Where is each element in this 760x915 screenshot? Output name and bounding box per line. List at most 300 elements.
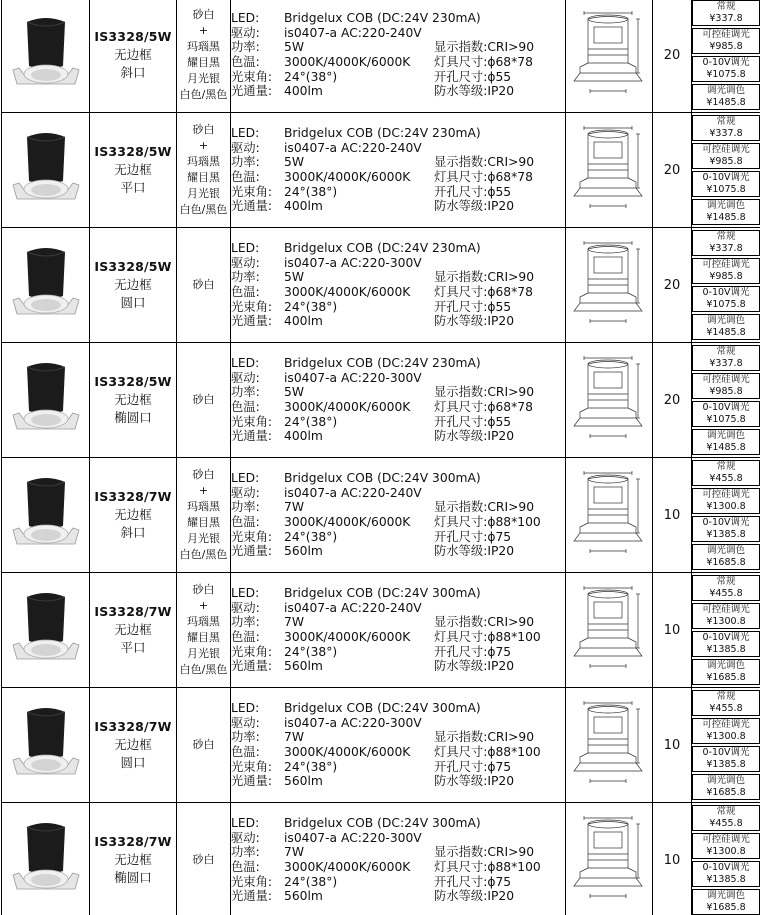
- spec-value: IP20: [487, 659, 515, 674]
- color-option: +: [198, 599, 209, 612]
- spec-cct-line: [231, 860, 565, 875]
- spec-power-line: [231, 500, 565, 515]
- spec-label: LED:: [231, 471, 260, 486]
- spec-label: 灯具尺寸:: [434, 285, 488, 299]
- price-value: ¥1075.8: [706, 184, 746, 195]
- price-value: ¥1685.8: [706, 672, 746, 683]
- downlight-photo-icon: [11, 470, 81, 560]
- spec-value: 24°(38°): [284, 414, 338, 429]
- spec-value: 3000K/4000K/6000K: [284, 630, 411, 644]
- spec-value: 400lm: [284, 429, 323, 444]
- spec-driver-line: [231, 601, 565, 616]
- spec-power-line: [231, 270, 565, 285]
- spec-label: 显示指数:: [434, 270, 488, 285]
- spec-value: IP20: [487, 544, 515, 559]
- spec-value: CRI>90: [487, 500, 535, 515]
- price-option: [692, 603, 760, 629]
- product-row: [2, 343, 760, 458]
- price-option: [692, 286, 760, 312]
- spec-value: is0407-a AC:220-240V: [284, 140, 422, 155]
- technical-drawing-icon: [570, 580, 648, 680]
- price-value: ¥455.8: [709, 473, 743, 484]
- color-option: 白色/黑色: [179, 88, 228, 101]
- spec-beam-line: [231, 645, 565, 660]
- color-option: 砂白: [192, 468, 215, 481]
- spec-label: 光通量:: [231, 774, 273, 789]
- spec-value: ϕ55: [487, 184, 512, 199]
- color-options-cell: [177, 0, 231, 113]
- spec-label: 功率:: [231, 730, 260, 745]
- price-option-label: 可控硅调光: [702, 259, 750, 270]
- spec-cell: [231, 458, 566, 573]
- spec-value: 5W: [284, 270, 304, 285]
- model-cell: [90, 688, 177, 803]
- spec-led-line: [231, 356, 565, 371]
- product-row: [2, 228, 760, 343]
- spec-led-line: [231, 816, 565, 831]
- spec-value: CRI>90: [487, 730, 535, 745]
- spec-cct-line: [231, 630, 565, 645]
- price-option-label: 可控硅调光: [702, 604, 750, 615]
- price-value: ¥1075.8: [706, 299, 746, 310]
- spec-flux-line: [231, 889, 565, 904]
- spec-led-line: [231, 126, 565, 141]
- spec-flux-line: [231, 544, 565, 559]
- spec-value: 7W: [284, 615, 304, 630]
- spec-value: 5W: [284, 385, 304, 400]
- spec-label: 光通量:: [231, 84, 273, 99]
- color-option: 玛瑙黑: [187, 615, 220, 628]
- model-frame-type: 无边框: [114, 852, 152, 867]
- spec-value: Bridgelux COB (DC:24V 300mA): [284, 816, 481, 831]
- price-value: ¥1385.8: [706, 529, 746, 540]
- price-value: ¥337.8: [709, 243, 743, 254]
- spec-label: 光通量:: [231, 429, 273, 444]
- price-option: [692, 314, 760, 340]
- spec-value: Bridgelux COB (DC:24V 300mA): [284, 471, 481, 486]
- price-option: [692, 805, 760, 831]
- price-option-label: 常规: [716, 116, 736, 127]
- technical-drawing-cell: [566, 113, 653, 228]
- price-option-label: 可控硅调光: [702, 719, 750, 730]
- price-option: [692, 746, 760, 772]
- color-option: 白色/黑色: [179, 663, 228, 676]
- model-frame-type: 无边框: [114, 47, 152, 62]
- model-cell: [90, 0, 177, 113]
- color-option: 月光银: [187, 72, 220, 85]
- spec-label: 灯具尺寸:: [434, 515, 488, 529]
- spec-power-line: [231, 845, 565, 860]
- model-cell: [90, 803, 177, 915]
- spec-label: 色温:: [231, 55, 260, 69]
- color-option: 砂白: [192, 393, 215, 406]
- spec-flux-line: [231, 774, 565, 789]
- price-option-label: 可控硅调光: [702, 374, 750, 385]
- price-value: ¥1075.8: [706, 414, 746, 425]
- price-value: ¥1485.8: [706, 97, 746, 108]
- price-option-label: 调光调色: [706, 890, 745, 901]
- downlight-photo-icon: [11, 585, 81, 675]
- spec-power-line: [231, 40, 565, 55]
- spec-value: ϕ68*78: [487, 285, 533, 299]
- price-value: ¥1485.8: [706, 442, 746, 453]
- price-option-label: 常规: [716, 1, 736, 12]
- price-options-cell: [692, 573, 760, 688]
- price-value: ¥1075.8: [706, 69, 746, 80]
- model-opening-type: 平口: [120, 640, 146, 655]
- price-value: ¥1300.8: [706, 731, 746, 742]
- price-value: ¥1385.8: [706, 644, 746, 655]
- product-photo-cell: [2, 343, 90, 458]
- spec-value: CRI>90: [487, 615, 535, 630]
- color-option: +: [198, 139, 209, 152]
- model-cell: [90, 113, 177, 228]
- spec-label: 功率:: [231, 500, 260, 515]
- price-option: [692, 84, 760, 110]
- model-cell: [90, 458, 177, 573]
- spec-value: ϕ68*78: [487, 55, 533, 69]
- spec-label: 光通量:: [231, 314, 273, 329]
- spec-value: IP20: [487, 774, 515, 789]
- model-opening-type: 椭圆口: [114, 870, 152, 885]
- spec-value: 3000K/4000K/6000K: [284, 860, 411, 874]
- spec-value: Bridgelux COB (DC:24V 230mA): [284, 241, 481, 256]
- downlight-photo-icon: [11, 815, 81, 905]
- spec-cell: [231, 228, 566, 343]
- spec-value: ϕ75: [487, 644, 512, 659]
- spec-label: LED:: [231, 126, 260, 141]
- spec-label: 防水等级:: [434, 889, 488, 904]
- spec-label: 光束角:: [231, 874, 273, 889]
- price-option: [692, 0, 760, 26]
- spec-power-line: [231, 385, 565, 400]
- spec-label: 光通量:: [231, 659, 273, 674]
- price-options-cell: [692, 688, 760, 803]
- spec-driver-line: [231, 371, 565, 386]
- price-option: [692, 429, 760, 455]
- spec-label: 灯具尺寸:: [434, 400, 488, 414]
- spec-value: 5W: [284, 155, 304, 170]
- color-options-cell: [177, 688, 231, 803]
- price-options-cell: [692, 0, 760, 113]
- spec-label: 灯具尺寸:: [434, 55, 488, 69]
- price-option: [692, 690, 760, 716]
- model-frame-type: 无边框: [114, 392, 152, 407]
- spec-beam-line: [231, 875, 565, 890]
- spec-label: LED:: [231, 816, 260, 831]
- spec-label: 开孔尺寸:: [434, 299, 488, 314]
- model-code: IS3328/7W: [94, 719, 172, 734]
- price-value: ¥337.8: [709, 128, 743, 139]
- spec-label: 开孔尺寸:: [434, 414, 488, 429]
- price-option-label: 调光调色: [706, 315, 745, 326]
- spec-value: IP20: [487, 429, 515, 444]
- price-option-label: 0-10V调光: [702, 747, 750, 758]
- spec-value: ϕ88*100: [487, 515, 541, 529]
- color-option: 砂白: [192, 853, 215, 866]
- price-value: ¥985.8: [709, 156, 743, 167]
- spec-value: CRI>90: [487, 155, 535, 170]
- price-option-label: 常规: [716, 231, 736, 242]
- spec-cell: [231, 343, 566, 458]
- color-options-cell: [177, 803, 231, 915]
- spec-label: 光束角:: [231, 299, 273, 314]
- spec-cct-line: [231, 400, 565, 415]
- spec-flux-line: [231, 659, 565, 674]
- color-options-cell: [177, 458, 231, 573]
- spec-led-line: [231, 701, 565, 716]
- spec-label: 光束角:: [231, 414, 273, 429]
- product-photo-cell: [2, 228, 90, 343]
- spec-label: 色温:: [231, 745, 260, 759]
- color-option: 月光银: [187, 532, 220, 545]
- price-option: [692, 774, 760, 800]
- spec-beam-line: [231, 300, 565, 315]
- price-value: ¥985.8: [709, 41, 743, 52]
- spec-value: 3000K/4000K/6000K: [284, 55, 411, 69]
- spec-label: 色温:: [231, 400, 260, 414]
- price-value: ¥985.8: [709, 271, 743, 282]
- technical-drawing-cell: [566, 573, 653, 688]
- model-opening-type: 斜口: [120, 65, 146, 80]
- spec-label: LED:: [231, 356, 260, 371]
- price-option-label: 调光调色: [706, 85, 745, 96]
- spec-value: 24°(38°): [284, 69, 338, 84]
- spec-label: 色温:: [231, 630, 260, 644]
- spec-label: 光束角:: [231, 644, 273, 659]
- model-frame-type: 无边框: [114, 162, 152, 177]
- price-options-cell: [692, 343, 760, 458]
- spec-beam-line: [231, 70, 565, 85]
- spec-led-line: [231, 241, 565, 256]
- model-opening-type: 斜口: [120, 525, 146, 540]
- spec-label: 色温:: [231, 515, 260, 529]
- price-value: ¥1485.8: [706, 327, 746, 338]
- spec-label: 驱动:: [231, 255, 260, 270]
- price-option-label: 0-10V调光: [702, 402, 750, 413]
- spec-label: 灯具尺寸:: [434, 745, 488, 759]
- spec-label: 开孔尺寸:: [434, 759, 488, 774]
- color-option: +: [198, 24, 209, 37]
- spec-cell: [231, 688, 566, 803]
- color-option: 玛瑙黑: [187, 155, 220, 168]
- spec-value: 24°(38°): [284, 874, 338, 889]
- spec-value: 5W: [284, 40, 304, 55]
- price-value: ¥1685.8: [706, 787, 746, 798]
- spec-beam-line: [231, 415, 565, 430]
- color-option: 砂白: [192, 278, 215, 291]
- product-rows: [2, 0, 760, 915]
- spec-label: 防水等级:: [434, 544, 488, 559]
- packing-quantity: 20: [653, 0, 692, 113]
- spec-power-line: [231, 615, 565, 630]
- spec-driver-line: [231, 26, 565, 41]
- model-code: IS3328/5W: [94, 374, 172, 389]
- price-value: ¥1385.8: [706, 759, 746, 770]
- price-option-label: 0-10V调光: [702, 57, 750, 68]
- spec-cct-line: [231, 285, 565, 300]
- spec-value: 7W: [284, 845, 304, 860]
- spec-value: 3000K/4000K/6000K: [284, 170, 411, 184]
- color-option: 白色/黑色: [179, 203, 228, 216]
- spec-label: 开孔尺寸:: [434, 874, 488, 889]
- spec-flux-line: [231, 429, 565, 444]
- spec-value: 24°(38°): [284, 184, 338, 199]
- spec-value: Bridgelux COB (DC:24V 300mA): [284, 586, 481, 601]
- technical-drawing-icon: [570, 235, 648, 335]
- product-photo-cell: [2, 803, 90, 915]
- price-option-label: 0-10V调光: [702, 172, 750, 183]
- product-row: [2, 803, 760, 915]
- spec-label: 防水等级:: [434, 199, 488, 214]
- spec-label: 防水等级:: [434, 429, 488, 444]
- price-value: ¥1300.8: [706, 616, 746, 627]
- price-option: [692, 373, 760, 399]
- packing-quantity: 10: [653, 803, 692, 915]
- color-option: 耀目黑: [187, 56, 220, 69]
- price-option-label: 可控硅调光: [702, 29, 750, 40]
- spec-label: 功率:: [231, 615, 260, 630]
- model-code: IS3328/7W: [94, 604, 172, 619]
- color-option: 耀目黑: [187, 516, 220, 529]
- price-option: [692, 401, 760, 427]
- model-code: IS3328/5W: [94, 259, 172, 274]
- product-table: [1, 0, 760, 915]
- model-opening-type: 圆口: [120, 755, 146, 770]
- price-value: ¥1300.8: [706, 501, 746, 512]
- price-option: [692, 171, 760, 197]
- spec-value: 560lm: [284, 889, 323, 904]
- spec-label: 显示指数:: [434, 385, 488, 400]
- spec-value: 3000K/4000K/6000K: [284, 745, 411, 759]
- downlight-photo-icon: [11, 355, 81, 445]
- color-options-cell: [177, 343, 231, 458]
- spec-value: ϕ55: [487, 299, 512, 314]
- technical-drawing-cell: [566, 0, 653, 113]
- technical-drawing-icon: [570, 350, 648, 450]
- price-option-label: 常规: [716, 461, 736, 472]
- model-code: IS3328/5W: [94, 144, 172, 159]
- price-value: ¥1485.8: [706, 212, 746, 223]
- model-cell: [90, 573, 177, 688]
- price-option: [692, 718, 760, 744]
- color-option: 砂白: [192, 8, 215, 21]
- product-photo-cell: [2, 0, 90, 113]
- spec-cell: [231, 573, 566, 688]
- spec-value: ϕ88*100: [487, 630, 541, 644]
- spec-driver-line: [231, 141, 565, 156]
- spec-label: 开孔尺寸:: [434, 644, 488, 659]
- product-photo-cell: [2, 458, 90, 573]
- model-code: IS3328/5W: [94, 29, 172, 44]
- model-cell: [90, 228, 177, 343]
- spec-driver-line: [231, 256, 565, 271]
- spec-label: 色温:: [231, 860, 260, 874]
- model-opening-type: 圆口: [120, 295, 146, 310]
- price-options-cell: [692, 228, 760, 343]
- price-option-label: 常规: [716, 806, 736, 817]
- price-option: [692, 833, 760, 859]
- spec-value: is0407-a AC:220-300V: [284, 370, 422, 385]
- spec-label: 显示指数:: [434, 845, 488, 860]
- spec-label: LED:: [231, 241, 260, 256]
- price-value: ¥455.8: [709, 588, 743, 599]
- spec-label: 功率:: [231, 40, 260, 55]
- spec-label: LED:: [231, 701, 260, 716]
- model-cell: [90, 343, 177, 458]
- spec-value: 24°(38°): [284, 529, 338, 544]
- spec-label: 防水等级:: [434, 314, 488, 329]
- spec-label: 功率:: [231, 270, 260, 285]
- price-option: [692, 631, 760, 657]
- spec-value: ϕ75: [487, 874, 512, 889]
- price-option: [692, 544, 760, 570]
- spec-label: 显示指数:: [434, 155, 488, 170]
- spec-cct-line: [231, 170, 565, 185]
- price-option-label: 0-10V调光: [702, 287, 750, 298]
- price-option: [692, 56, 760, 82]
- spec-value: is0407-a AC:220-300V: [284, 255, 422, 270]
- spec-value: IP20: [487, 84, 515, 99]
- model-opening-type: 平口: [120, 180, 146, 195]
- spec-value: 400lm: [284, 314, 323, 329]
- price-option: [692, 575, 760, 601]
- packing-quantity: 10: [653, 573, 692, 688]
- price-option: [692, 230, 760, 256]
- model-frame-type: 无边框: [114, 737, 152, 752]
- color-option: 耀目黑: [187, 631, 220, 644]
- model-code: IS3328/7W: [94, 834, 172, 849]
- spec-label: 显示指数:: [434, 615, 488, 630]
- price-option-label: 常规: [716, 576, 736, 587]
- spec-value: ϕ88*100: [487, 745, 541, 759]
- packing-quantity: 10: [653, 458, 692, 573]
- technical-drawing-cell: [566, 458, 653, 573]
- price-option-label: 调光调色: [706, 660, 745, 671]
- price-option-label: 可控硅调光: [702, 489, 750, 500]
- spec-value: 7W: [284, 730, 304, 745]
- spec-label: 驱动:: [231, 715, 260, 730]
- price-option-label: 调光调色: [706, 545, 745, 556]
- color-option: 月光银: [187, 187, 220, 200]
- price-option: [692, 258, 760, 284]
- technical-drawing-cell: [566, 343, 653, 458]
- packing-quantity: 20: [653, 228, 692, 343]
- price-option: [692, 199, 760, 225]
- spec-value: 7W: [284, 500, 304, 515]
- spec-value: is0407-a AC:220-300V: [284, 715, 422, 730]
- price-option-label: 调光调色: [706, 200, 745, 211]
- spec-value: Bridgelux COB (DC:24V 230mA): [284, 356, 481, 371]
- product-row: [2, 113, 760, 228]
- spec-label: 防水等级:: [434, 84, 488, 99]
- color-option: 月光银: [187, 647, 220, 660]
- technical-drawing-icon: [570, 695, 648, 795]
- spec-value: ϕ55: [487, 414, 512, 429]
- product-row: [2, 573, 760, 688]
- spec-label: 驱动:: [231, 25, 260, 40]
- spec-cct-line: [231, 515, 565, 530]
- model-opening-type: 椭圆口: [114, 410, 152, 425]
- product-row: [2, 458, 760, 573]
- spec-driver-line: [231, 486, 565, 501]
- spec-cct-line: [231, 745, 565, 760]
- spec-value: ϕ75: [487, 759, 512, 774]
- spec-beam-line: [231, 185, 565, 200]
- spec-cell: [231, 113, 566, 228]
- spec-value: CRI>90: [487, 270, 535, 285]
- spec-value: 24°(38°): [284, 759, 338, 774]
